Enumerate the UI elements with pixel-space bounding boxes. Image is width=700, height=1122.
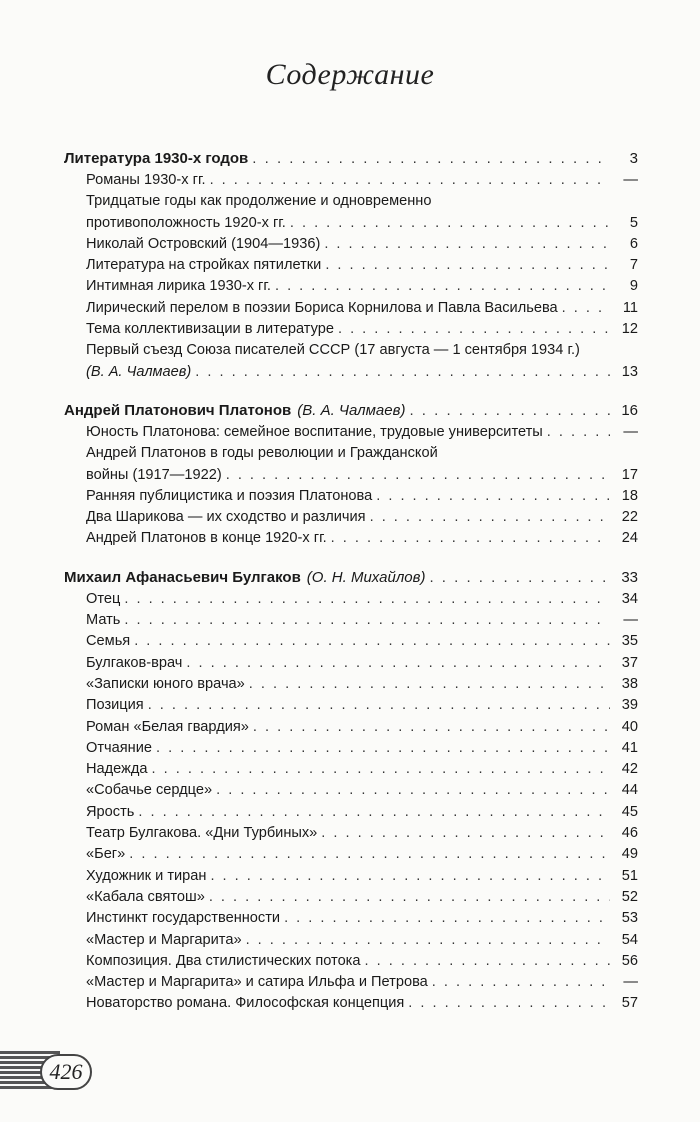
entry-author: (В. А. Чалмаев): [86, 363, 192, 380]
toc-entry: [64, 887, 638, 908]
dot-leader: [325, 255, 610, 276]
page-ref: 57: [621, 995, 638, 1012]
toc-entry: [64, 276, 638, 297]
section-author: (О. Н. Михайлов): [306, 568, 426, 586]
entry-title: Инстинкт государственности: [86, 910, 281, 927]
page-ref: 17: [621, 466, 638, 483]
entry-title-first-line: Тридцатые годы как продолжение и одновременно: [86, 193, 432, 210]
page-ref: 41: [621, 739, 638, 756]
toc-entry: [64, 780, 638, 801]
toc-entry: [64, 298, 638, 319]
entry-title: Семья: [86, 633, 131, 650]
dot-leader: [432, 972, 610, 993]
toc-entry: [64, 589, 638, 610]
page-ref: 16: [621, 401, 638, 419]
entry-title: Отец: [86, 590, 121, 607]
entry-title: Лирический перелом в поэзии Бориса Корнилова и Павла Васильева: [86, 299, 558, 316]
dot-leader: [124, 589, 610, 610]
dot-leader: [547, 422, 610, 443]
toc-entry: [64, 653, 638, 674]
toc-entry: [64, 717, 638, 738]
page-ref: 3: [629, 150, 638, 167]
toc-entry: [64, 234, 638, 255]
entry-title: Позиция: [86, 697, 144, 714]
toc-entry: [64, 759, 638, 780]
toc-entry: [64, 255, 638, 276]
toc-entry: [64, 191, 638, 234]
dot-leader: [290, 213, 610, 234]
page-ref: 52: [621, 888, 638, 905]
section-title: Михаил Афанасьевич Булгаков: [64, 568, 301, 586]
page-ref: —: [623, 974, 638, 991]
toc-entry: [64, 802, 638, 823]
dot-leader: [429, 567, 610, 589]
dot-leader: [562, 298, 610, 319]
entry-title: противоположность 1920-х гг.: [86, 214, 286, 231]
toc-entry: [64, 951, 638, 972]
toc-entry: [64, 993, 638, 1014]
entry-title: Юность Платонова: семейное воспитание, трудовые университеты: [86, 423, 543, 440]
page-ref: 6: [629, 235, 638, 252]
page-ref: 46: [621, 825, 638, 842]
entry-title: «Мастер и Маргарита» и сатира Ильфа и Петрова: [86, 974, 428, 991]
entry-title: Андрей Платонов в конце 1920-х гг.: [86, 530, 327, 547]
page-ref: 34: [621, 590, 638, 607]
page-ref: 33: [621, 568, 638, 586]
toc-entry: [64, 319, 638, 340]
entry-title: Отчаяние: [86, 739, 152, 756]
entry-title: Ярость: [86, 803, 135, 820]
page-ref: —: [623, 423, 638, 440]
dot-leader: [370, 507, 610, 528]
toc-section-heading: [64, 400, 638, 422]
toc-entry: [64, 528, 638, 549]
page-number: 426: [40, 1054, 92, 1090]
page-ref: 35: [621, 633, 638, 650]
entry-title: «Кабала святош»: [86, 888, 205, 905]
dot-leader: [210, 170, 610, 191]
page-ref: 12: [621, 321, 638, 338]
entry-title: «Собачье сердце»: [86, 782, 213, 799]
page-ref: 24: [621, 530, 638, 547]
entry-title: Романы 1930-х гг.: [86, 172, 206, 188]
entry-title-first-line: Первый съезд Союза писателей СССР (17 августа — 1 сентября 1934 г.): [86, 342, 580, 359]
toc-entry: [64, 610, 638, 631]
toc-entry: [64, 507, 638, 528]
section-author: (В. А. Чалмаев): [297, 401, 406, 419]
dot-leader: [186, 653, 610, 674]
section-title: Литература 1930-х годов: [64, 150, 249, 167]
page-ref: 49: [621, 846, 638, 863]
toc-entry: [64, 844, 638, 865]
toc-section: [64, 148, 638, 383]
entry-title: Театр Булгакова. «Дни Турбиных»: [86, 825, 318, 842]
dot-leader: [331, 528, 610, 549]
toc-entry: [64, 170, 638, 191]
page-ref: 44: [621, 782, 638, 799]
entry-title: Новаторство романа. Философская концепция: [86, 995, 405, 1012]
dot-leader: [134, 631, 610, 652]
dot-leader: [321, 823, 610, 844]
section-title: Андрей Платонович Платонов: [64, 401, 292, 419]
page-ref: 45: [621, 803, 638, 820]
entry-title: Два Шарикова — их сходство и различия: [86, 509, 366, 526]
page-ref: 56: [621, 952, 638, 969]
toc-entry: [64, 972, 638, 993]
page-ref: 39: [621, 697, 638, 714]
toc-entry: [64, 486, 638, 507]
dot-leader: [195, 362, 610, 383]
toc-entry: [64, 340, 638, 383]
dot-leader: [209, 887, 610, 908]
toc-entry: [64, 930, 638, 951]
dot-leader: [365, 951, 610, 972]
page-ref: 5: [629, 214, 638, 231]
dot-leader: [252, 148, 610, 170]
page-ref: —: [623, 172, 638, 188]
toc-section: [64, 400, 638, 550]
entry-title-first-line: Андрей Платонов в годы революции и Гражданской: [86, 445, 438, 462]
toc-entry: [64, 738, 638, 759]
dot-leader: [216, 780, 610, 801]
page-ref: 13: [621, 363, 638, 380]
entry-title: Литература на стройках пятилетки: [86, 257, 322, 274]
page-ref: 54: [621, 931, 638, 948]
dot-leader: [246, 930, 610, 951]
entry-title: Ранняя публицистика и поэзия Платонова: [86, 487, 373, 504]
page-ref: 51: [621, 867, 638, 884]
dot-leader: [148, 695, 610, 716]
page-ref: 7: [629, 257, 638, 274]
page-ref: 22: [621, 509, 638, 526]
dot-leader: [156, 738, 610, 759]
dot-leader: [210, 866, 610, 887]
page-title: Содержание: [265, 58, 435, 91]
toc-entry: [64, 695, 638, 716]
page-ref: 38: [621, 675, 638, 692]
dot-leader: [253, 717, 610, 738]
dot-leader: [124, 610, 610, 631]
toc-entry: [64, 908, 638, 929]
dot-leader: [338, 319, 610, 340]
entry-title: Композиция. Два стилистических потока: [86, 952, 361, 969]
toc-entry: [64, 422, 638, 443]
toc-entry: [64, 823, 638, 844]
entry-title: «Записки юного врача»: [86, 675, 245, 692]
entry-title: войны (1917—1922): [86, 466, 222, 483]
page-ref: 11: [622, 299, 638, 316]
toc-entry: [64, 631, 638, 652]
entry-title: «Бег»: [86, 846, 126, 863]
entry-title: Роман «Белая гвардия»: [86, 718, 249, 735]
dot-leader: [324, 234, 610, 255]
toc-entry: [64, 674, 638, 695]
page-ref: —: [623, 612, 638, 629]
dot-leader: [409, 400, 610, 422]
page-ref: 42: [621, 761, 638, 778]
page-ref: 9: [629, 278, 638, 295]
dot-leader: [408, 993, 610, 1014]
dot-leader: [138, 802, 610, 823]
toc-entry: [64, 866, 638, 887]
page-ref: 40: [621, 718, 638, 735]
dot-leader: [152, 759, 610, 780]
entry-title: «Мастер и Маргарита»: [86, 931, 242, 948]
entry-title: Надежда: [86, 761, 148, 778]
table-of-contents: [64, 148, 638, 1032]
dot-leader: [275, 276, 610, 297]
dot-leader: [284, 908, 610, 929]
page-ref: 53: [621, 910, 638, 927]
toc-section-heading: [64, 567, 638, 589]
page-ref: 18: [621, 487, 638, 504]
dot-leader: [226, 465, 610, 486]
dot-leader: [376, 486, 610, 507]
entry-title: Тема коллективизации в литературе: [86, 321, 334, 338]
dot-leader: [249, 674, 610, 695]
toc-section: [64, 567, 638, 1015]
toc-section-heading: [64, 148, 638, 170]
entry-title: Мать: [86, 612, 121, 629]
entry-title: Художник и тиран: [86, 867, 207, 884]
entry-title: Булгаков-врач: [86, 654, 183, 671]
page-ref: 37: [621, 654, 638, 671]
toc-entry: [64, 443, 638, 486]
dot-leader: [129, 844, 610, 865]
entry-title: Николай Островский (1904—1936): [86, 235, 321, 252]
entry-title: Интимная лирика 1930-х гг.: [86, 278, 271, 295]
